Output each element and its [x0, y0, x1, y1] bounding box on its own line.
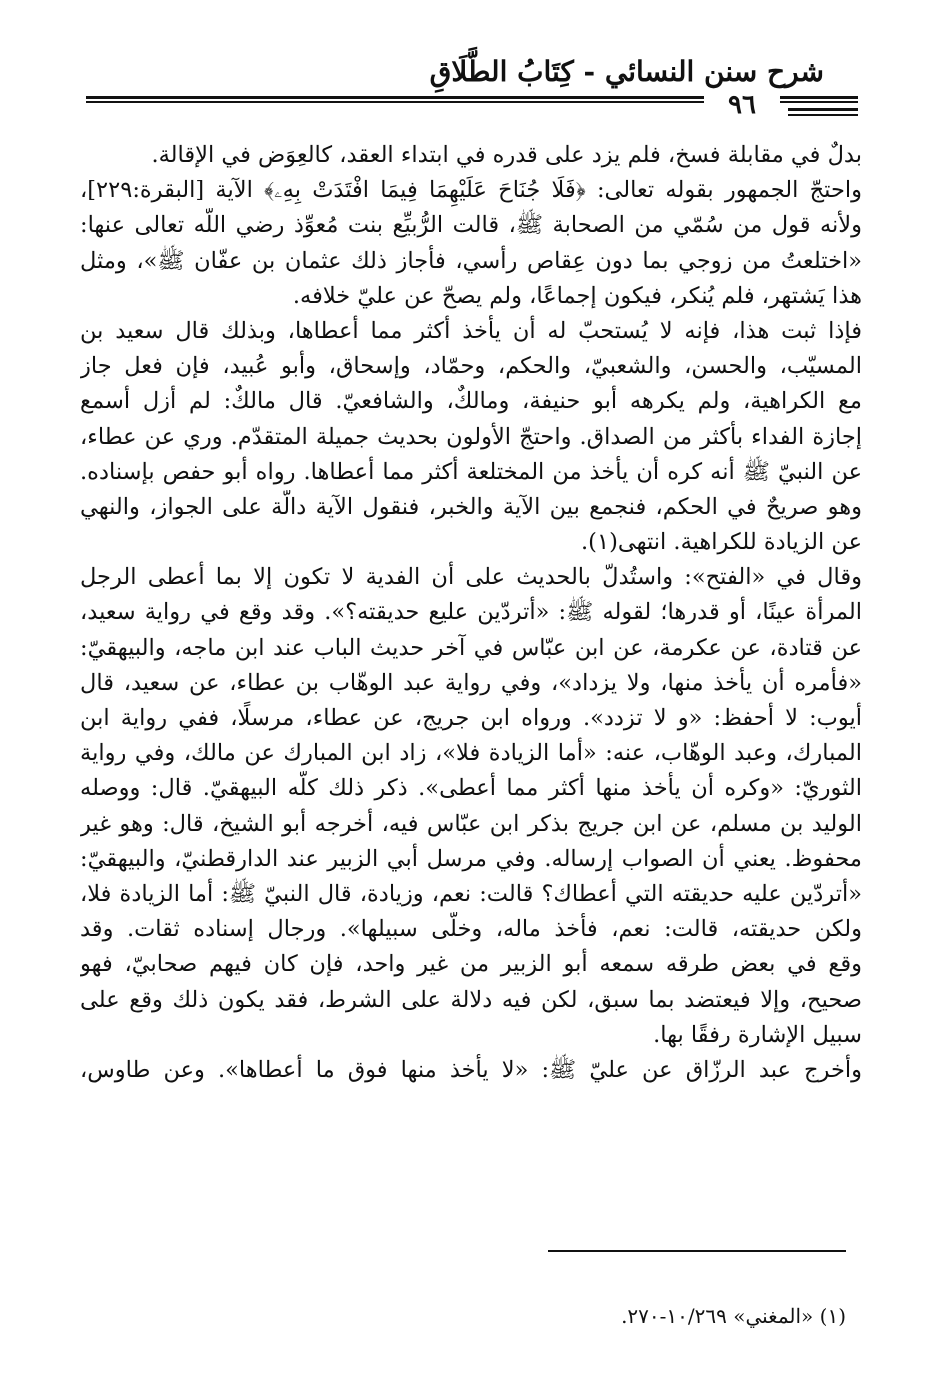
- text-line: ولكن حديقته، قالت: نعم، فأخذ ماله، وخلّى سبيلها». ورجال إسناده ثقات. وقد: [80, 916, 862, 943]
- text-line: أيوب: لا أحفظ: «و لا تزدد». ورواه ابن جريج، عن عطاء، مرسلًا، ففي رواية ابن: [80, 705, 862, 731]
- body-text: [80, 138, 862, 1088]
- text-line: المبارك، وعبد الوهّاب، عنه: «أما الزيادة فلا»، زاد ابن المبارك عن مالك، وفي رواية: [80, 740, 862, 767]
- running-title: شرح سنن النسائي - كِتَابُ الطَّلَاقِ: [429, 55, 824, 88]
- text-line: فإذا ثبت هذا، فإنه لا يُستحبّ له أن يأخذ أكثر مما أعطاها، وبذلك قال سعيد بن: [80, 317, 862, 344]
- text-line: عن النبيّ ﷺ أنه كره أن يأخذ من المختلعة أكثر مما أعطاها. رواه أبو حفص بإسناده.: [80, 458, 862, 485]
- text-line: الوليد بن مسلم، عن ابن جريج بذكر ابن عبّاس فيه، أخرجه أبو الشيخ، قال: وهو غير: [80, 810, 862, 837]
- page-number: ٩٦: [704, 90, 780, 120]
- text-line: إجازة الفداء بأكثر من الصداق. واحتجّ الأولون بحديث جميلة المتقدّم. وري عن عطاء،: [80, 423, 862, 450]
- page-number-rule-lower: [788, 114, 858, 116]
- page-number-rule-upper: [788, 108, 858, 111]
- text-line: المرأة عينًا، أو قدرها؛ لقوله ﷺ: «أتردّين عليع حديقته؟». وقد وقع في رواية سعيد،: [80, 599, 862, 626]
- text-line: وقع في بعض طرقه سمعه أبو الزبير من غير واحد، فإن كان فيهم صحابيّ، فهو: [80, 951, 862, 978]
- text-line: بدلٌ في مقابلة فسخ، فلم يزد على قدره في ابتداء العقد، كالعِوَض في الإقالة.: [151, 142, 862, 168]
- text-line: هذا يَشتهر، فلم يُنكر، فيكون إجماعًا، ولم يصحّ عن عليّ خلافه.: [292, 282, 862, 309]
- footnote: (١) «المغني» ١٠/٢٦٩-٢٧٠.: [621, 1304, 846, 1328]
- text-line: عن قتادة، عن عكرمة، عن ابن عبّاس في آخر حديث الباب عند ابن ماجه، والبيهقيّ:: [80, 634, 862, 661]
- text-line: صحيح، وإلا فيعتضد بما سبق، لكن فيه دلالة على الشرط، فقد يكون ذلك وقع على: [80, 986, 862, 1013]
- text-line: عن الزيادة للكراهية. انتهى(١).: [581, 529, 862, 556]
- text-line: المسيّب، والحسن، والشعبيّ، والحكم، وحمّاد، وإسحاق، وأبو عُبيد، فإن فعل جاز: [80, 353, 862, 380]
- text-line: سبيل الإشارة رفقًا بها.: [653, 1021, 862, 1048]
- footnote-separator: [548, 1250, 846, 1252]
- text-line: محفوظ. يعني أن الصواب إرساله. وفي مرسل أبي الزبير عند الدارقطنيّ، والبيهقيّ:: [80, 845, 862, 872]
- text-line: ولأنه قول من سُمّي من الصحابة ﷺ، قالت الرُّبيِّع بنت مُعوِّذ رضي اللَّه تعالى عنها:: [80, 212, 862, 239]
- text-line: واحتجّ الجمهور بقوله تعالى: ﴿فَلَا جُنَاحَ عَلَيْهِمَا فِيمَا افْتَدَتْ بِهِۦ﴾ الآية [البقرة:٢٢٩]،: [80, 177, 862, 204]
- text-line: الثوريّ: «وكره أن يأخذ منها أكثر مما أعطى». ذكر ذلك كلّه البيهقيّ. قال: ووصله: [80, 775, 862, 802]
- text-line: وهو صريحٌ في الحكم، فنجمع بين الآية والخبر، فنقول الآية دالّة على الجواز، والنهي: [80, 493, 862, 520]
- text-line: وأخرج عبد الرزّاق عن عليّ ﷺ: «لا يأخذ منها فوق ما أعطاها». وعن طاوس،: [80, 1056, 862, 1083]
- text-line: «فأمره أن يأخذ منها، ولا يزداد»، وفي رواية عبد الوهّاب بن عطاء، عن سعيد، قال: [80, 669, 862, 696]
- text-line: «اختلعتُ من زوجي بما دون عِقاص رأسي، فأجاز ذلك عثمان بن عفّان ﷺ»، ومثل: [80, 247, 862, 274]
- text-line: وقال في «الفتح»: واستُدلّ بالحديث على أن الفدية لا تكون إلا بما أعطى الرجل: [80, 564, 862, 591]
- text-line: «أتردّين عليه حديقته التي أعطاك؟ قالت: نعم، وزيادة، قال النبيّ ﷺ: أما الزيادة فلا،: [80, 880, 862, 907]
- text-line: مع الكراهية، ولم يكرهه أبو حنيفة، ومالكٌ، والشافعيّ. قال مالكٌ: لم أزل أسمع: [80, 388, 862, 415]
